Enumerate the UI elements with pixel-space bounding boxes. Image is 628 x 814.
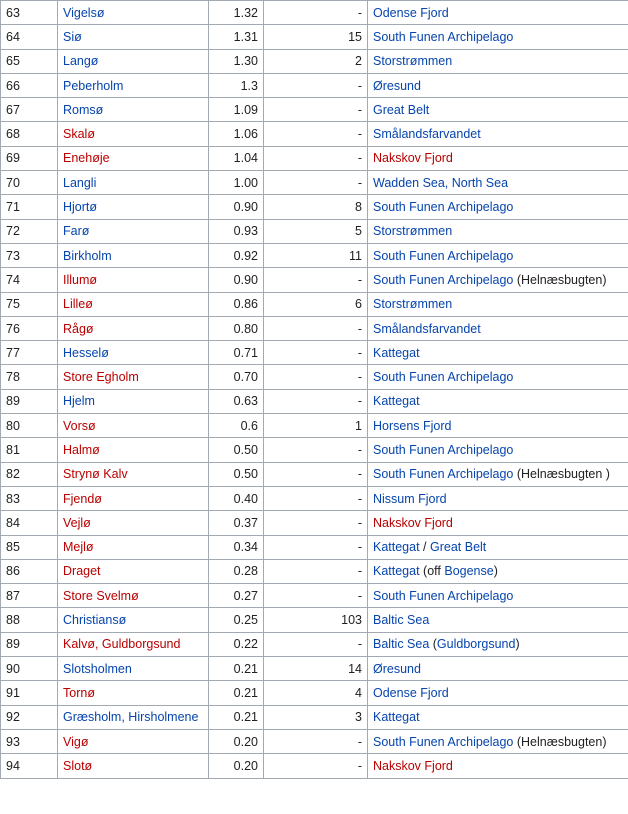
- population-cell: -: [264, 486, 368, 510]
- rank-cell: 89: [1, 632, 58, 656]
- table-row: [1, 219, 628, 243]
- location-link[interactable]: Nakskov Fjord: [373, 758, 453, 773]
- island-name-cell: [58, 49, 209, 73]
- rank-cell: 93: [1, 729, 58, 753]
- island-name-link[interactable]: Vigelsø: [63, 5, 105, 20]
- population-cell: -: [264, 535, 368, 559]
- rank-cell: 77: [1, 341, 58, 365]
- area-cell: 1.3: [209, 73, 264, 97]
- island-name-link[interactable]: Kalvø, Guldborgsund: [63, 637, 181, 652]
- island-name-cell: [58, 219, 209, 243]
- location-link[interactable]: Great Belt: [373, 102, 430, 117]
- population-cell: 14: [264, 657, 368, 681]
- island-name-link[interactable]: Mejlø: [63, 540, 94, 555]
- island-name-link[interactable]: Vorsø: [63, 418, 96, 433]
- table-row: [1, 462, 628, 486]
- island-name-link[interactable]: Siø: [63, 29, 82, 44]
- rank-cell: 82: [1, 462, 58, 486]
- population-cell: -: [264, 316, 368, 340]
- location-cell: [368, 438, 628, 462]
- table-row: [1, 195, 628, 219]
- area-cell: 0.71: [209, 341, 264, 365]
- island-name-cell: [58, 681, 209, 705]
- location-link[interactable]: Kattegat: [373, 345, 420, 360]
- population-cell: 15: [264, 25, 368, 49]
- population-cell: 4: [264, 681, 368, 705]
- island-name-link[interactable]: Hjelm: [63, 394, 95, 409]
- island-name-link[interactable]: Langø: [63, 54, 99, 69]
- location-link[interactable]: Wadden Sea, North Sea: [373, 175, 509, 190]
- island-name-link[interactable]: Vigø: [63, 734, 89, 749]
- location-cell: [368, 122, 628, 146]
- population-cell: 8: [264, 195, 368, 219]
- rank-cell: 65: [1, 49, 58, 73]
- location-cell: [368, 389, 628, 413]
- location-cell: [368, 146, 628, 170]
- island-name-cell: [58, 632, 209, 656]
- location-note: (Helnæsbugten): [513, 272, 607, 287]
- location-link[interactable]: South Funen Archipelago: [373, 442, 514, 457]
- population-cell: -: [264, 73, 368, 97]
- island-name-cell: [58, 754, 209, 778]
- island-name-cell: [58, 608, 209, 632]
- island-name-cell: [58, 98, 209, 122]
- location-link[interactable]: Storstrømmen: [373, 224, 453, 239]
- table-row: [1, 729, 628, 753]
- location-link[interactable]: Odense Fjord: [373, 685, 449, 700]
- area-cell: 0.25: [209, 608, 264, 632]
- location-cell: [368, 316, 628, 340]
- table-row: [1, 49, 628, 73]
- location-cell: [368, 25, 628, 49]
- population-cell: -: [264, 171, 368, 195]
- rank-cell: 84: [1, 511, 58, 535]
- location-cell: [368, 365, 628, 389]
- area-cell: 0.34: [209, 535, 264, 559]
- location-link[interactable]: South Funen Archipelago: [373, 734, 514, 749]
- location-link[interactable]: South Funen Archipelago: [373, 467, 514, 482]
- table-row: [1, 171, 628, 195]
- table-row: [1, 535, 628, 559]
- location-link[interactable]: Great Belt: [430, 540, 487, 555]
- table-row: [1, 25, 628, 49]
- location-note: /: [419, 540, 430, 555]
- location-link[interactable]: Horsens Fjord: [373, 418, 452, 433]
- island-name-link[interactable]: Fjendø: [63, 491, 102, 506]
- area-cell: 1.09: [209, 98, 264, 122]
- location-link[interactable]: Smålandsfarvandet: [373, 321, 481, 336]
- area-cell: 0.63: [209, 389, 264, 413]
- island-name-cell: [58, 171, 209, 195]
- location-cell: [368, 243, 628, 267]
- island-name-cell: [58, 535, 209, 559]
- island-name-link[interactable]: Hjortø: [63, 200, 98, 215]
- island-name-cell: [58, 414, 209, 438]
- area-cell: 1.06: [209, 122, 264, 146]
- table-row: [1, 73, 628, 97]
- location-cell: [368, 657, 628, 681]
- population-cell: 5: [264, 219, 368, 243]
- location-cell: [368, 219, 628, 243]
- island-name-cell: [58, 122, 209, 146]
- rank-cell: 90: [1, 657, 58, 681]
- island-name-cell: [58, 511, 209, 535]
- rank-cell: 72: [1, 219, 58, 243]
- location-cell: [368, 462, 628, 486]
- rank-cell: 74: [1, 268, 58, 292]
- location-link[interactable]: Nissum Fjord: [373, 491, 447, 506]
- area-cell: 1.30: [209, 49, 264, 73]
- location-cell: [368, 268, 628, 292]
- location-cell: [368, 705, 628, 729]
- area-cell: 0.21: [209, 681, 264, 705]
- rank-cell: 86: [1, 559, 58, 583]
- area-cell: 0.92: [209, 243, 264, 267]
- island-name-link[interactable]: Tornø: [63, 685, 95, 700]
- island-name-cell: [58, 316, 209, 340]
- island-name-cell: [58, 73, 209, 97]
- table-row: [1, 292, 628, 316]
- location-link[interactable]: Bogense: [444, 564, 494, 579]
- population-cell: -: [264, 462, 368, 486]
- population-cell: -: [264, 584, 368, 608]
- island-name-link[interactable]: Store Egholm: [63, 370, 139, 385]
- table-row: [1, 705, 628, 729]
- island-name-cell: [58, 389, 209, 413]
- table-row: [1, 122, 628, 146]
- location-link[interactable]: Odense Fjord: [373, 5, 449, 20]
- location-cell: [368, 681, 628, 705]
- area-cell: 0.90: [209, 268, 264, 292]
- area-cell: 0.40: [209, 486, 264, 510]
- population-cell: -: [264, 754, 368, 778]
- population-cell: -: [264, 122, 368, 146]
- island-name-cell: [58, 486, 209, 510]
- area-cell: 0.37: [209, 511, 264, 535]
- location-link[interactable]: Kattegat: [373, 564, 420, 579]
- location-cell: [368, 729, 628, 753]
- table-row: [1, 1, 628, 25]
- rank-cell: 69: [1, 146, 58, 170]
- island-name-cell: [58, 729, 209, 753]
- population-cell: -: [264, 389, 368, 413]
- island-name-link[interactable]: Store Svelmø: [63, 588, 139, 603]
- island-name-link[interactable]: Romsø: [63, 102, 104, 117]
- location-cell: [368, 49, 628, 73]
- island-name-link[interactable]: Slotsholmen: [63, 661, 132, 676]
- area-cell: 0.21: [209, 705, 264, 729]
- location-cell: [368, 535, 628, 559]
- area-cell: 0.6: [209, 414, 264, 438]
- area-cell: 0.27: [209, 584, 264, 608]
- island-name-cell: [58, 341, 209, 365]
- population-cell: 2: [264, 49, 368, 73]
- table-row: [1, 389, 628, 413]
- rank-cell: 75: [1, 292, 58, 316]
- location-cell: [368, 511, 628, 535]
- location-link[interactable]: South Funen Archipelago: [373, 370, 514, 385]
- population-cell: -: [264, 559, 368, 583]
- population-cell: -: [264, 341, 368, 365]
- population-cell: 6: [264, 292, 368, 316]
- rank-cell: 67: [1, 98, 58, 122]
- rank-cell: 71: [1, 195, 58, 219]
- location-link[interactable]: South Funen Archipelago: [373, 29, 514, 44]
- population-cell: -: [264, 146, 368, 170]
- area-cell: 0.70: [209, 365, 264, 389]
- island-name-cell: [58, 268, 209, 292]
- islands-table-body: [1, 1, 628, 779]
- island-name-link[interactable]: Hesselø: [63, 345, 109, 360]
- location-link[interactable]: Baltic Sea: [373, 613, 430, 628]
- location-link[interactable]: Kattegat: [373, 710, 420, 725]
- population-cell: 103: [264, 608, 368, 632]
- island-name-link[interactable]: Skalø: [63, 127, 95, 142]
- location-cell: [368, 414, 628, 438]
- table-row: [1, 243, 628, 267]
- location-cell: [368, 584, 628, 608]
- location-link[interactable]: Storstrømmen: [373, 297, 453, 312]
- area-cell: 0.20: [209, 754, 264, 778]
- location-cell: [368, 608, 628, 632]
- table-row: [1, 681, 628, 705]
- table-row: [1, 754, 628, 778]
- location-cell: [368, 292, 628, 316]
- rank-cell: 64: [1, 25, 58, 49]
- table-row: [1, 365, 628, 389]
- location-link[interactable]: South Funen Archipelago: [373, 588, 514, 603]
- island-name-cell: [58, 559, 209, 583]
- area-cell: 0.50: [209, 462, 264, 486]
- area-cell: 0.86: [209, 292, 264, 316]
- table-row: [1, 486, 628, 510]
- area-cell: 0.22: [209, 632, 264, 656]
- area-cell: 0.90: [209, 195, 264, 219]
- area-cell: 1.32: [209, 1, 264, 25]
- table-row: [1, 632, 628, 656]
- rank-cell: 81: [1, 438, 58, 462]
- island-name-link[interactable]: Rågø: [63, 321, 94, 336]
- island-name-cell: [58, 146, 209, 170]
- population-cell: -: [264, 729, 368, 753]
- rank-cell: 94: [1, 754, 58, 778]
- area-cell: 0.20: [209, 729, 264, 753]
- table-row: [1, 657, 628, 681]
- island-name-link[interactable]: Christiansø: [63, 613, 127, 628]
- island-name-link[interactable]: Enehøje: [63, 151, 110, 166]
- island-name-cell: [58, 365, 209, 389]
- population-cell: 11: [264, 243, 368, 267]
- area-cell: 0.50: [209, 438, 264, 462]
- island-name-link[interactable]: Illumø: [63, 272, 98, 287]
- location-note: (Helnæsbugten): [513, 734, 607, 749]
- rank-cell: 89: [1, 389, 58, 413]
- table-row: [1, 608, 628, 632]
- area-cell: 0.21: [209, 657, 264, 681]
- island-name-cell: [58, 243, 209, 267]
- population-cell: -: [264, 365, 368, 389]
- population-cell: -: [264, 268, 368, 292]
- location-link[interactable]: South Funen Archipelago: [373, 248, 514, 263]
- table-row: [1, 438, 628, 462]
- island-name-link[interactable]: Halmø: [63, 442, 100, 457]
- location-cell: [368, 73, 628, 97]
- location-cell: [368, 98, 628, 122]
- rank-cell: 85: [1, 535, 58, 559]
- rank-cell: 68: [1, 122, 58, 146]
- island-name-link[interactable]: Farø: [63, 224, 90, 239]
- location-link[interactable]: Storstrømmen: [373, 54, 453, 69]
- location-cell: [368, 1, 628, 25]
- location-link[interactable]: Baltic Sea: [373, 637, 430, 652]
- island-name-cell: [58, 195, 209, 219]
- location-link[interactable]: Nakskov Fjord: [373, 515, 453, 530]
- island-name-link[interactable]: Birkholm: [63, 248, 112, 263]
- table-row: [1, 98, 628, 122]
- area-cell: 1.31: [209, 25, 264, 49]
- table-row: [1, 316, 628, 340]
- location-note: (off: [419, 564, 445, 579]
- location-cell: [368, 171, 628, 195]
- rank-cell: 80: [1, 414, 58, 438]
- table-row: [1, 341, 628, 365]
- table-row: [1, 584, 628, 608]
- island-name-cell: [58, 462, 209, 486]
- population-cell: -: [264, 632, 368, 656]
- population-cell: -: [264, 511, 368, 535]
- location-cell: [368, 195, 628, 219]
- rank-cell: 73: [1, 243, 58, 267]
- table-row: [1, 268, 628, 292]
- location-link[interactable]: Smålandsfarvandet: [373, 127, 481, 142]
- island-name-link[interactable]: Slotø: [63, 758, 93, 773]
- population-cell: 3: [264, 705, 368, 729]
- rank-cell: 92: [1, 705, 58, 729]
- location-link[interactable]: Kattegat: [373, 540, 420, 555]
- population-cell: -: [264, 438, 368, 462]
- rank-cell: 91: [1, 681, 58, 705]
- rank-cell: 88: [1, 608, 58, 632]
- rank-cell: 83: [1, 486, 58, 510]
- island-name-cell: [58, 438, 209, 462]
- island-name-cell: [58, 657, 209, 681]
- population-cell: 1: [264, 414, 368, 438]
- island-name-link[interactable]: Græsholm, Hirsholmene: [63, 710, 199, 725]
- rank-cell: 87: [1, 584, 58, 608]
- island-name-link[interactable]: Draget: [63, 564, 101, 579]
- island-name-link[interactable]: Strynø Kalv: [63, 467, 128, 482]
- location-note: ): [493, 564, 498, 579]
- population-cell: -: [264, 98, 368, 122]
- area-cell: 0.80: [209, 316, 264, 340]
- location-cell: [368, 559, 628, 583]
- location-note: (Helnæsbugten ): [513, 467, 610, 482]
- location-note: (: [429, 637, 437, 652]
- location-link[interactable]: Guldborgsund: [436, 637, 516, 652]
- island-name-cell: [58, 25, 209, 49]
- table-row: [1, 146, 628, 170]
- rank-cell: 78: [1, 365, 58, 389]
- area-cell: 1.04: [209, 146, 264, 170]
- island-name-link[interactable]: Langli: [63, 175, 97, 190]
- island-name-cell: [58, 584, 209, 608]
- location-link[interactable]: Øresund: [373, 661, 421, 676]
- island-name-link[interactable]: Peberholm: [63, 78, 124, 93]
- location-link[interactable]: Nakskov Fjord: [373, 151, 453, 166]
- rank-cell: 70: [1, 171, 58, 195]
- rank-cell: 66: [1, 73, 58, 97]
- location-cell: [368, 341, 628, 365]
- island-name-link[interactable]: Lilleø: [63, 297, 93, 312]
- island-name-link[interactable]: Vejlø: [63, 515, 91, 530]
- location-link[interactable]: South Funen Archipelago: [373, 272, 514, 287]
- table-row: [1, 511, 628, 535]
- location-cell: [368, 632, 628, 656]
- island-name-cell: [58, 292, 209, 316]
- rank-cell: 76: [1, 316, 58, 340]
- area-cell: 1.00: [209, 171, 264, 195]
- area-cell: 0.28: [209, 559, 264, 583]
- table-row: [1, 559, 628, 583]
- population-cell: -: [264, 1, 368, 25]
- island-name-cell: [58, 1, 209, 25]
- island-name-cell: [58, 705, 209, 729]
- location-cell: [368, 754, 628, 778]
- area-cell: 0.93: [209, 219, 264, 243]
- table-row: [1, 414, 628, 438]
- rank-cell: 63: [1, 1, 58, 25]
- location-note: ): [515, 637, 520, 652]
- location-link[interactable]: Øresund: [373, 78, 421, 93]
- location-link[interactable]: Kattegat: [373, 394, 420, 409]
- location-link[interactable]: South Funen Archipelago: [373, 200, 514, 215]
- location-cell: [368, 486, 628, 510]
